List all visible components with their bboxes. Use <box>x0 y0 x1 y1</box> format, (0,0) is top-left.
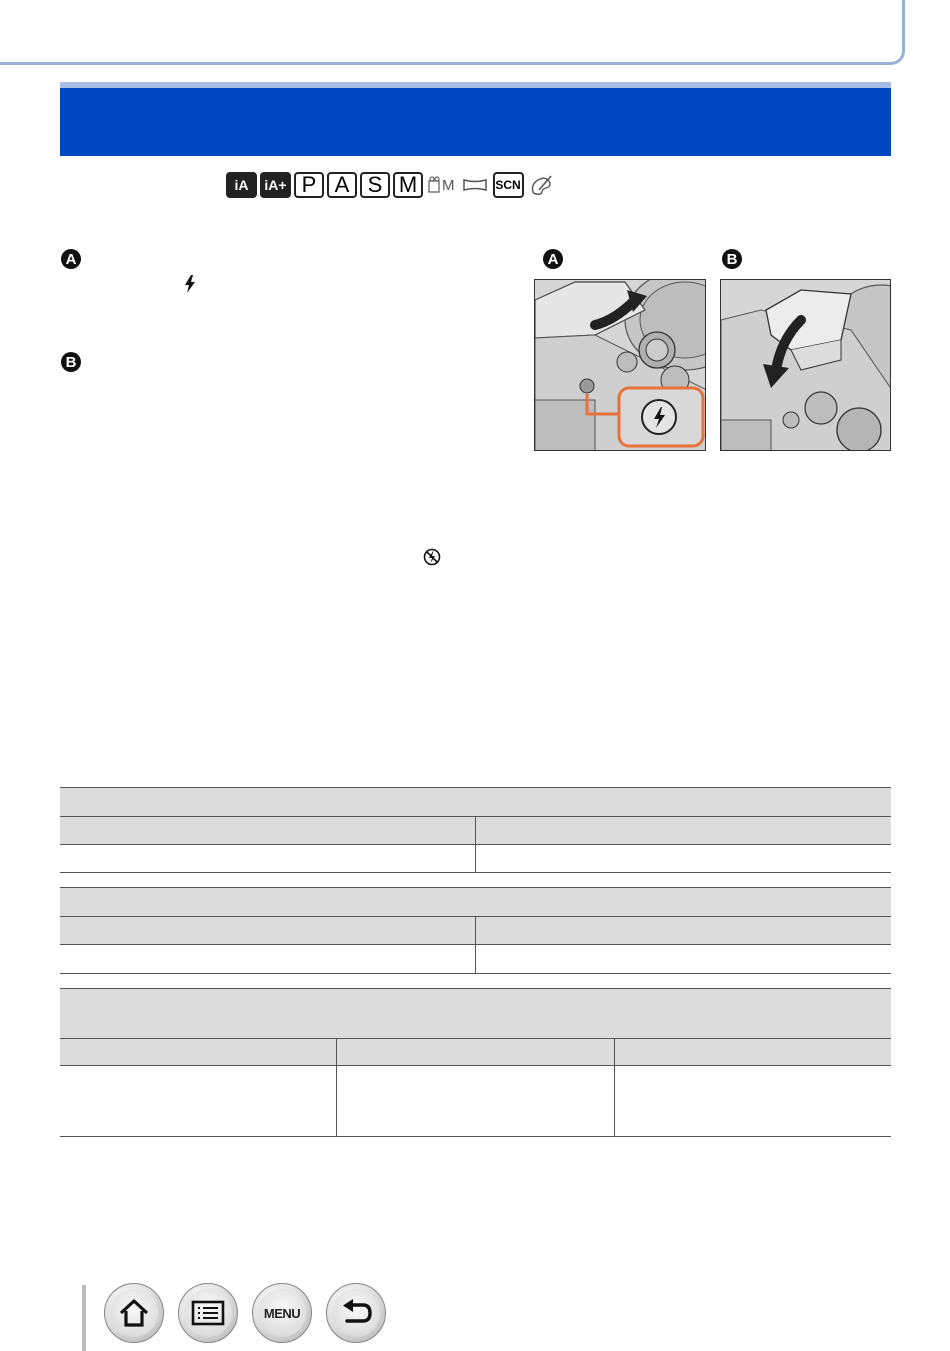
table-cell <box>60 1066 336 1136</box>
table-header-row <box>60 788 891 817</box>
back-icon <box>339 1299 373 1327</box>
scene-guide-icon: SCN <box>493 172 524 198</box>
aperture-priority-icon: A <box>327 172 357 198</box>
movie-camera-glyph <box>428 176 442 194</box>
manual-exposure-icon: M <box>393 172 423 198</box>
creative-control-icon <box>527 172 555 198</box>
spec-table-3 <box>60 988 891 1137</box>
table-cell <box>60 817 475 844</box>
marker-a: A <box>61 249 81 269</box>
contents-list-icon <box>191 1300 225 1326</box>
page-top-frame <box>0 0 905 65</box>
contents-button[interactable] <box>178 1283 238 1343</box>
table-header-row <box>60 888 891 917</box>
home-icon <box>117 1298 151 1328</box>
table-cell <box>336 1039 613 1065</box>
table-subheader-row <box>60 917 891 945</box>
creative-video-icon: M <box>426 172 457 198</box>
table-cell <box>614 1039 891 1065</box>
table-cell <box>60 945 475 973</box>
photo-label-a: A <box>543 249 563 269</box>
intelligent-auto-icon: iA <box>226 172 257 198</box>
spec-table-2 <box>60 887 891 974</box>
shutter-priority-icon: S <box>360 172 390 198</box>
table-cell <box>614 1066 891 1136</box>
table-cell <box>475 917 891 944</box>
home-button[interactable] <box>104 1283 164 1343</box>
table-row <box>60 845 891 873</box>
applicable-modes <box>226 172 555 198</box>
intelligent-auto-plus-icon: iA+ <box>260 172 291 198</box>
nav-divider <box>82 1285 86 1351</box>
table-subheader-row <box>60 1039 891 1066</box>
table-cell <box>60 888 891 916</box>
menu-button[interactable] <box>252 1283 312 1343</box>
photo-flash-close <box>720 279 891 451</box>
flash-open-icon <box>184 275 196 297</box>
table-row <box>60 945 891 974</box>
table-header-row <box>60 989 891 1039</box>
photo-label-b: B <box>722 249 742 269</box>
table-cell <box>475 845 891 872</box>
spec-table-1 <box>60 787 891 873</box>
marker-b: B <box>61 352 81 372</box>
flash-off-icon <box>423 548 441 566</box>
table-cell <box>60 845 475 872</box>
program-ae-icon: P <box>294 172 324 198</box>
table-cell <box>475 945 891 973</box>
table-subheader-row <box>60 817 891 845</box>
table-cell <box>336 1066 613 1136</box>
menu-icon: MENU <box>263 1305 301 1321</box>
table-cell <box>475 817 891 844</box>
panorama-icon <box>460 172 490 198</box>
table-cell <box>60 788 891 816</box>
table-row <box>60 1066 891 1137</box>
table-cell <box>60 917 475 944</box>
section-banner <box>60 82 891 156</box>
back-button[interactable] <box>326 1283 386 1343</box>
table-cell <box>60 1039 336 1065</box>
table-cell <box>60 989 891 1038</box>
photo-flash-open-button <box>534 279 706 451</box>
